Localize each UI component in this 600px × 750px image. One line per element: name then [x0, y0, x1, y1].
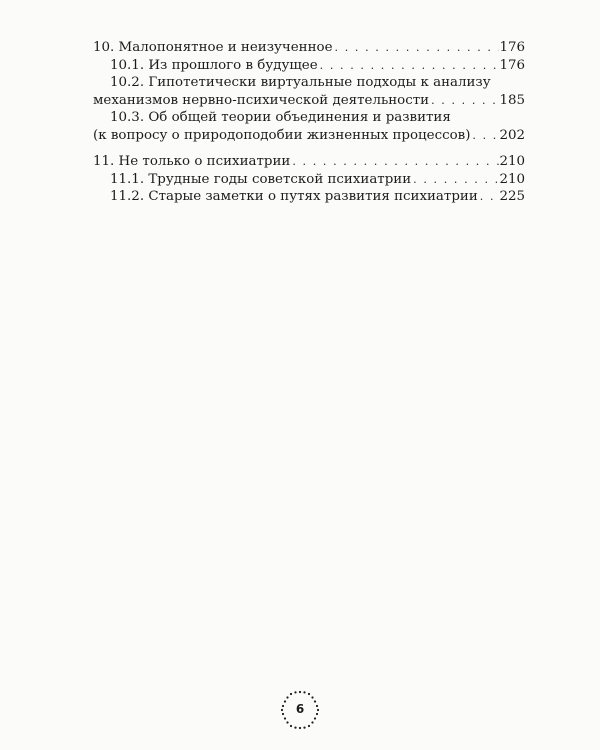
dot-leader [290, 153, 499, 171]
toc-entry-page: 210 [499, 154, 525, 169]
toc-entry-section-10-1 [93, 57, 525, 75]
table-of-contents [93, 39, 525, 206]
toc-entry-section-10-2-line1: 10.2. Гипотетически виртуальные подходы к анализу [110, 75, 491, 90]
toc-entry-section-10-2 [93, 92, 525, 110]
toc-entry-page: 210 [499, 171, 525, 187]
toc-entry-title: 10.1. Из прошлого в будущее [110, 57, 318, 73]
dot-leader [333, 39, 500, 57]
toc-entry-section-11-2 [93, 188, 525, 206]
toc-entry-page: 176 [499, 40, 525, 55]
toc-entry-title: 10. Малопонятное и неизученное [93, 40, 333, 55]
toc-entry-section-11-1 [93, 171, 525, 189]
toc-entry-page: 202 [499, 127, 525, 143]
page-number: 6 [295, 702, 305, 716]
dot-leader [429, 92, 499, 110]
dot-leader [411, 171, 499, 189]
toc-entry-chapter-11 [93, 153, 525, 171]
toc-entry-title: 11.1. Трудные годы советской психиатрии [110, 171, 412, 187]
toc-entry-page: 225 [499, 189, 525, 204]
toc-entry-chapter-10 [93, 39, 525, 57]
toc-entry-page: 185 [499, 92, 525, 108]
toc-entry-title: 11.2. Старые заметки о путях развития психиатрии [110, 189, 478, 204]
spacer [93, 144, 525, 153]
toc-entry-page: 176 [499, 57, 525, 73]
dot-leader [318, 57, 500, 75]
dot-leader [470, 127, 499, 145]
toc-entry-title: механизмов нервно-психической деятельности [93, 92, 430, 108]
toc-entry-title: (к вопросу о природоподобии жизненных процессов) [93, 127, 471, 143]
page-footer [280, 690, 320, 730]
toc-entry-title: 11. Не только о психиатрии [93, 154, 291, 169]
toc-entry-section-10-3 [93, 127, 525, 145]
dot-leader [478, 188, 500, 206]
toc-entry-section-10-3-line1: 10.3. Об общей теории объединения и развития [110, 110, 451, 125]
